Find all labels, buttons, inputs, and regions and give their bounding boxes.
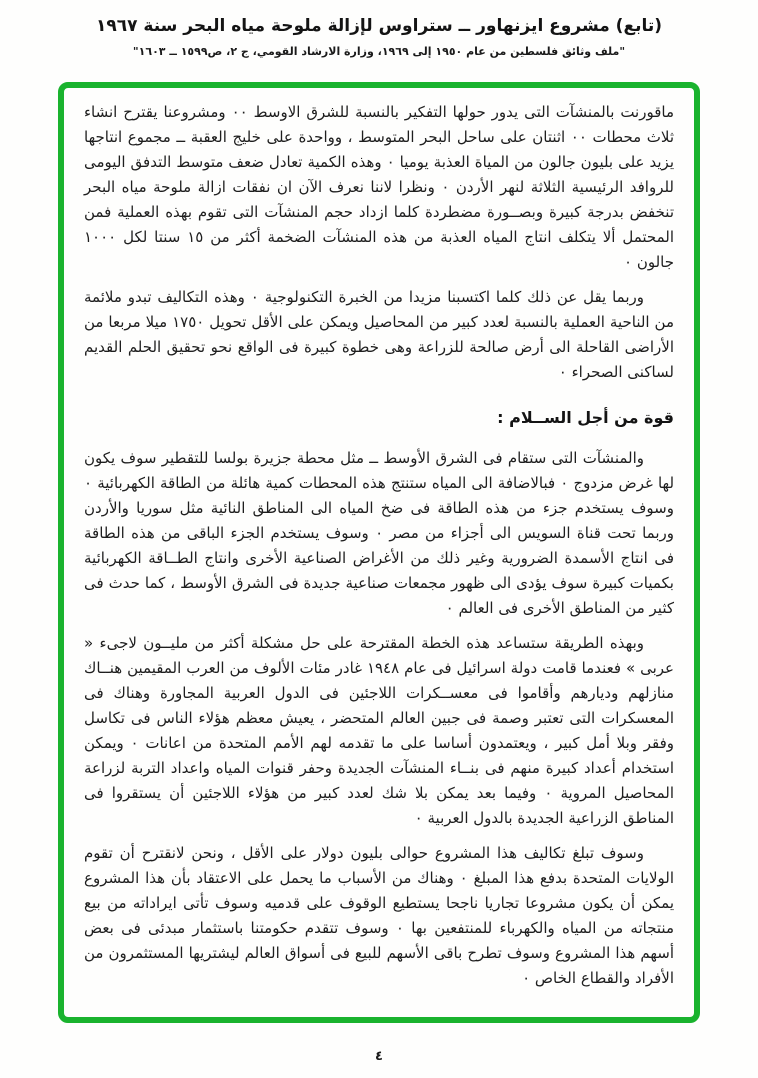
paragraph: والمنشآت التى ستقام فى الشرق الأوسط ــ مثل محطة جزيرة بولسا للتقطير سوف يكون لها غرض مزدوج ٠ فبالاضافة الى المياه ستنتج هذه المحطات كمية هائلة من الطاقة الكهربائية ٠ وسوف يستخدم جزء من هذه الطاقة فى ضخ المياه الى المناطق النائية مثل سوريا والأردن وربما تحت قناة السويس الى أجزاء من مصر ٠ وسوف يستخدم الجزء الباقى من هذه الطاقة فى انتاج الأسمدة الضرورية وغير ذلك من الأغراض الصناعية الأخرى وانتاج الطــاقة الكهربائية بكميات كبيرة سوف يؤدى الى ظهور مجمعات صناعية جديدة فى الشرق الأوسط ، كما حدث فى كثير من المناطق الأخرى فى العالم ٠ [84,449,675,617]
page-footer [0,1045,758,1064]
document-source-line: "ملف وثائق فلسطين من عام ١٩٥٠ إلى ١٩٦٩، وزارة الارشاد القومي، ج ٢، ص١٥٩٩ ــ ١٦٠٣" [132,45,626,58]
paragraph-continuation: ماقورنت بالمنشآت التى يدور حولها التفكير بالنسبة للشرق الاوسط ٠٠ ومشروعنا يقترح انشاء ثلاث محطات ٠٠ اثنتان على ساحل البحر المتوسط ، وواحدة على خليج العقبة ــ مجموع انتاجها يزيد على بليون جالون من المياة العذبة يوميا ٠ وهذه الكمية تعادل ضعف متوسط التدفق اليومى للروافد الرئيسية الثلاثة لنهر الأردن ٠ ونظرا لاننا نعرف الآن ان نفقات ازالة ملوحة مياه البحر تنخفض بدرجة كبيرة وبصــورة مضطردة كلما ازداد حجم المنشآت التى تقوم بهذه العملية فمن المحتمل ألا يتكلف انتاج المياه العذبة من هذه المنشآت الضخمة أكثر من ١٥ سنتا لكل ١٠٠٠ جالون ٠ [84,103,675,271]
paragraph: وسوف تبلغ تكاليف هذا المشروع حوالى بليون دولار على الأقل ، ونحن لانقترح أن تقوم الولايات المتحدة بدفع هذا المبلغ ٠ وهناك من الأسباب ما يحمل على الاعتقاد بأن هذا المشروع يمكن أن يكون مشروعا تجاريا ناجحا يستطيع الوقوف على قدميه وسوف تأتى ايراداته من بيع منتجاته من المياه والكهرباء للمنتفعين بها ٠ وسوف تتقدم حكومتنا باستثمار مبدئى فى بعض أسهم هذا المشروع وسوف تطرح باقى الأسهم للبيع فى أسواق العالم ليشتريها المستثمرون من الأفراد والقطاع الخاص ٠ [84,844,674,987]
document-title: (تابع) مشروع ايزنهاور ــ ستراوس لإزالة ملوحة مياه البحر سنة ١٩٦٧ [95,16,662,36]
paragraph: وبهذه الطريقة ستساعد هذه الخطة المقترحة على حل مشكلة أكثر من مليــون لاجىء « عربى » فعندما قامت دولة اسرائيل فى عام ١٩٤٨ غادر مئات الألوف من العرب المقيمين هنــاك منازلهم وديارهم وأقاموا فى معســكرات اللاجئين فى الدول العربية المجاورة وهناك فى المعسكرات التى تعتبر وصمة فى جبين العالم المتحضر ، يعيش معظم هؤلاء الناس فى تكاسل وفقر وبلا أمل كبير ، ويعتمدون أساسا على ما تقدمه لهم الأمم المتحدة من اعانات ٠ ويمكن استخدام أعداد كبيرة منهم فى بنــاء المنشآت الجديدة وحفر قنوات المياه واعداد التربة لزراعة المحاصيل المروية ٠ وفيما بعد يمكن بلا شك لعدد كبير من هؤلاء اللاجئين أن يستقروا فى المناطق الزراعية الجديدة بالدول العربية ٠ [84,634,675,827]
document-header [0,16,758,58]
document-body [84,100,674,991]
section-heading: قوة من أجل الســلام : [497,408,674,427]
page-number: ٤ [375,1049,383,1064]
paragraph: وربما يقل عن ذلك كلما اكتسبنا مزيدا من الخبرة التكنولوجية ٠ وهذه التكاليف تبدو ملائمة من الناحية العملية بالنسبة لعدد كبير من المحاصيل ويمكن على الأقل تحويل ١٧٥٠ ميلا مربعا من الأراضى القاحلة الى أرض صالحة للزراعة وهى خطوة كبيرة فى الواقع نحو تحقيق الحلم القديم لساكنى الصحراء ٠ [84,288,674,381]
green-annotation-box [58,82,700,1023]
